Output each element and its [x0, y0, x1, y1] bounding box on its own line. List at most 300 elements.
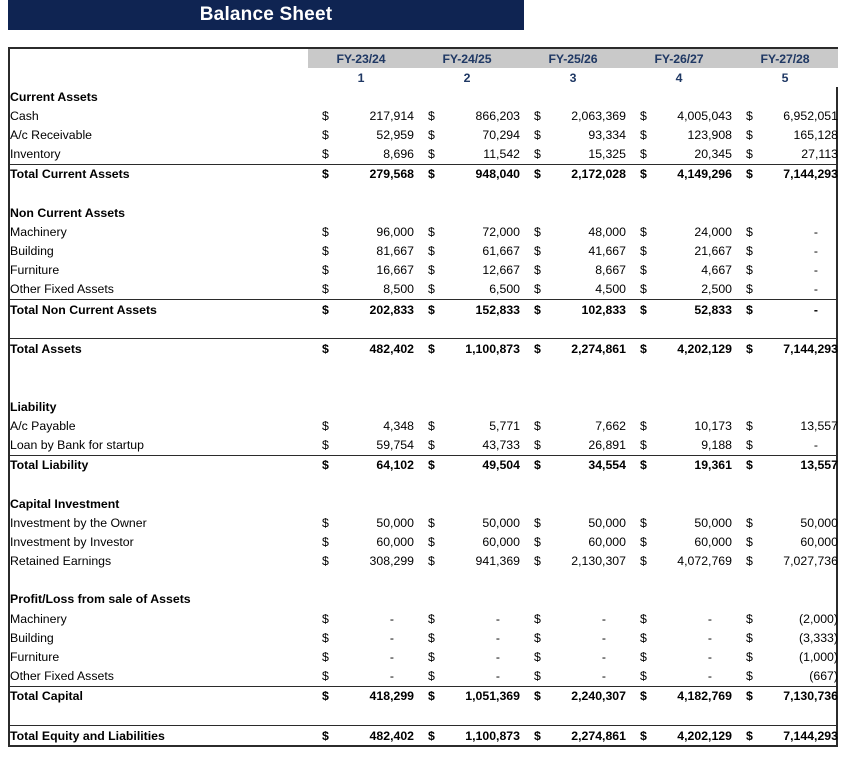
cell-value-col-1 [308, 300, 414, 320]
currency-symbol: $ [746, 437, 753, 452]
cell-value-col-1 [308, 686, 414, 706]
currency-symbol: $ [534, 342, 541, 357]
cell-amount: 20,345 [694, 147, 732, 162]
cell-value-col-2 [414, 667, 520, 687]
empty-cell [520, 494, 626, 513]
row-label: Inventory [10, 147, 61, 162]
table-row-profit-loss [10, 647, 838, 666]
cell-amount: 7,130,736 [783, 689, 838, 704]
cell-amount: 4,500 [595, 282, 626, 297]
spacer-before-capital-investment [10, 475, 838, 494]
spacer-cell [10, 571, 308, 590]
cell-amount: 2,240,307 [571, 689, 626, 704]
currency-symbol: $ [640, 534, 647, 549]
cell-value-col-5 [732, 609, 838, 628]
empty-cell [626, 87, 732, 106]
cell-amount: 60,000 [694, 534, 732, 549]
empty-cell [520, 87, 626, 106]
spacer-cell [414, 571, 520, 590]
currency-symbol: $ [746, 108, 753, 123]
column-header-4: FY-26/27 [626, 49, 732, 68]
spacer-cell [732, 378, 838, 397]
cell-amount: 6,500 [489, 282, 520, 297]
cell-amount: 21,667 [694, 244, 732, 259]
cell-value-col-2 [414, 455, 520, 475]
cell-value-col-3 [520, 552, 626, 571]
cell-amount: (1,000) [799, 650, 838, 665]
cell-amount: 59,754 [376, 437, 414, 452]
cell-value-col-5 [732, 686, 838, 706]
currency-symbol: $ [534, 282, 541, 297]
empty-cell [732, 203, 838, 222]
currency-symbol: $ [428, 244, 435, 259]
cell-amount: - [389, 630, 394, 645]
spacer-cell [10, 319, 308, 339]
currency-symbol: $ [428, 167, 435, 182]
currency-symbol: $ [640, 458, 647, 473]
cell-value-col-5 [732, 628, 838, 647]
cell-amount: 11,542 [483, 147, 520, 162]
cell-value-col-5 [732, 242, 838, 261]
cell-amount: - [813, 282, 818, 297]
cell-amount: 4,149,296 [677, 167, 732, 182]
spacer-cell [626, 359, 732, 378]
cell-amount: 2,172,028 [571, 167, 626, 182]
empty-cell [732, 494, 838, 513]
table-row-capital-investment [10, 513, 838, 532]
currency-symbol: $ [746, 728, 753, 743]
spacer-cell [520, 706, 626, 726]
currency-symbol: $ [640, 167, 647, 182]
cell-value-col-4 [626, 455, 732, 475]
cell-value-col-2 [414, 552, 520, 571]
currency-symbol: $ [322, 534, 329, 549]
row-label: Other Fixed Assets [10, 282, 114, 297]
spacer-cell [10, 359, 308, 378]
currency-symbol: $ [534, 630, 541, 645]
currency-symbol: $ [534, 418, 541, 433]
cell-value-col-4 [626, 628, 732, 647]
cell-value-col-4 [626, 261, 732, 280]
currency-symbol: $ [322, 342, 329, 357]
cell-amount: 50,000 [694, 515, 732, 530]
currency-symbol: $ [640, 515, 647, 530]
section-heading: Liability [10, 399, 57, 414]
cell-amount: 152,833 [475, 302, 520, 317]
sheet-title-banner [8, 0, 524, 30]
column-header-1: FY-23/24 [308, 49, 414, 68]
currency-symbol: $ [534, 437, 541, 452]
currency-symbol: $ [428, 342, 435, 357]
total-row-non-current-assets [10, 300, 838, 320]
currency-symbol: $ [428, 630, 435, 645]
cell-value-col-4 [626, 532, 732, 551]
currency-symbol: $ [322, 458, 329, 473]
table-row-profit-loss [10, 609, 838, 628]
table-row-non-current-assets [10, 222, 838, 241]
cell-value-col-3 [520, 647, 626, 666]
currency-symbol: $ [322, 554, 329, 569]
spacer-cell [626, 184, 732, 203]
currency-symbol: $ [746, 554, 753, 569]
table-row-capital-investment [10, 552, 838, 571]
cell-amount: 50,000 [482, 515, 520, 530]
header-corner-blank-2 [10, 68, 308, 87]
cell-amount: 13,557 [800, 458, 838, 473]
currency-symbol: $ [640, 147, 647, 162]
cell-amount: - [707, 669, 712, 684]
spacer-cell [732, 475, 838, 494]
empty-cell [626, 590, 732, 609]
spacer-cell [732, 571, 838, 590]
spacer-cell [308, 378, 414, 397]
row-label: Building [10, 244, 54, 259]
cell-amount: 4,667 [701, 263, 732, 278]
cell-amount: 10,173 [694, 418, 732, 433]
currency-symbol: $ [746, 147, 753, 162]
empty-cell [732, 397, 838, 416]
currency-symbol: $ [640, 263, 647, 278]
section-heading: Current Assets [10, 89, 98, 104]
cell-amount: 34,554 [588, 458, 626, 473]
currency-symbol: $ [534, 458, 541, 473]
currency-symbol: $ [428, 127, 435, 142]
currency-symbol: $ [322, 630, 329, 645]
spacer-cell [520, 378, 626, 397]
cell-value-col-1 [308, 552, 414, 571]
cell-amount: 2,274,861 [571, 342, 626, 357]
currency-symbol: $ [746, 263, 753, 278]
spacer-cell [414, 359, 520, 378]
empty-cell [626, 397, 732, 416]
cell-amount: - [707, 630, 712, 645]
cell-amount: 8,667 [595, 263, 626, 278]
currency-symbol: $ [534, 534, 541, 549]
total-label: Total Current Assets [10, 164, 308, 184]
cell-amount: - [495, 669, 500, 684]
cell-amount: - [601, 611, 606, 626]
spacer-cell [308, 359, 414, 378]
cell-value-col-1 [308, 222, 414, 241]
cell-value-col-3 [520, 300, 626, 320]
cell-amount: 24,000 [694, 224, 732, 239]
currency-symbol: $ [322, 282, 329, 297]
currency-symbol: $ [428, 728, 435, 743]
row-label: A/c Payable [10, 418, 76, 433]
cell-amount: 4,072,769 [677, 554, 732, 569]
cell-value-col-4 [626, 339, 732, 359]
cell-value-col-3 [520, 280, 626, 300]
empty-cell [414, 590, 520, 609]
currency-symbol: $ [428, 689, 435, 704]
table-header-numbers [10, 68, 838, 87]
currency-symbol: $ [640, 630, 647, 645]
cell-amount: 9,188 [701, 437, 732, 452]
currency-symbol: $ [640, 728, 647, 743]
cell-amount: 7,144,293 [783, 728, 838, 743]
currency-symbol: $ [640, 244, 647, 259]
currency-symbol: $ [746, 127, 753, 142]
cell-amount: 2,500 [701, 282, 732, 297]
cell-value-col-5 [732, 106, 838, 125]
spacer-before-total-assets [10, 319, 838, 339]
cell-amount: 123,908 [687, 127, 732, 142]
currency-symbol: $ [534, 244, 541, 259]
currency-symbol: $ [640, 108, 647, 123]
currency-symbol: $ [640, 650, 647, 665]
cell-amount: 202,833 [369, 302, 414, 317]
balance-sheet-table [10, 49, 838, 745]
cell-amount: 93,334 [588, 127, 626, 142]
cell-value-col-5 [732, 726, 838, 746]
cell-value-col-5 [732, 222, 838, 241]
currency-symbol: $ [640, 437, 647, 452]
currency-symbol: $ [746, 515, 753, 530]
cell-amount: 4,348 [383, 418, 414, 433]
currency-symbol: $ [322, 650, 329, 665]
table-row-profit-loss [10, 628, 838, 647]
table-row-current-assets [10, 125, 838, 144]
currency-symbol: $ [428, 302, 435, 317]
table-row-capital-investment [10, 532, 838, 551]
row-label: Machinery [10, 611, 67, 626]
currency-symbol: $ [534, 611, 541, 626]
currency-symbol: $ [534, 108, 541, 123]
cell-amount: 19,361 [694, 458, 732, 473]
total-label: Total Capital [10, 686, 308, 706]
cell-amount: (667) [809, 669, 838, 684]
spacer-cell [520, 475, 626, 494]
currency-symbol: $ [322, 669, 329, 684]
currency-symbol: $ [428, 669, 435, 684]
empty-cell [308, 87, 414, 106]
cell-amount: 27,113 [801, 147, 838, 162]
column-header-3: FY-25/26 [520, 49, 626, 68]
cell-value-col-3 [520, 416, 626, 435]
cell-value-col-1 [308, 242, 414, 261]
total-row-liability [10, 455, 838, 475]
cell-amount: (3,333) [799, 630, 838, 645]
spacer-cell [308, 475, 414, 494]
cell-amount: 48,000 [588, 224, 626, 239]
currency-symbol: $ [746, 630, 753, 645]
spacer-before-non-current-assets [10, 184, 838, 203]
currency-symbol: $ [534, 728, 541, 743]
currency-symbol: $ [534, 669, 541, 684]
spacer-cell [10, 475, 308, 494]
currency-symbol: $ [534, 650, 541, 665]
empty-cell [308, 397, 414, 416]
cell-amount: - [495, 650, 500, 665]
cell-value-col-1 [308, 628, 414, 647]
header-corner-blank [10, 49, 308, 68]
section-heading-row-non-current-assets [10, 203, 838, 222]
cell-amount: - [495, 611, 500, 626]
cell-amount: 217,914 [369, 108, 414, 123]
cell-value-col-4 [626, 609, 732, 628]
currency-symbol: $ [322, 108, 329, 123]
currency-symbol: $ [640, 689, 647, 704]
table-row-non-current-assets [10, 280, 838, 300]
empty-cell [414, 494, 520, 513]
spacer-before-profit-loss [10, 571, 838, 590]
currency-symbol: $ [534, 689, 541, 704]
cell-value-col-1 [308, 513, 414, 532]
cell-value-col-2 [414, 532, 520, 551]
cell-value-col-5 [732, 552, 838, 571]
cell-value-col-2 [414, 416, 520, 435]
currency-symbol: $ [746, 302, 753, 317]
row-label: Furniture [10, 263, 60, 278]
table-row-profit-loss [10, 667, 838, 687]
cell-amount: 96,000 [376, 224, 414, 239]
spacer-cell [414, 184, 520, 203]
currency-symbol: $ [746, 167, 753, 182]
section-heading-row-current-assets [10, 87, 838, 106]
currency-symbol: $ [534, 167, 541, 182]
table-row-current-assets [10, 145, 838, 165]
cell-amount: - [813, 437, 818, 452]
cell-amount: 1,051,369 [465, 689, 520, 704]
cell-value-col-2 [414, 435, 520, 455]
cell-value-col-2 [414, 686, 520, 706]
cell-amount: - [813, 263, 818, 278]
cell-amount: 948,040 [475, 167, 520, 182]
spacer-cell [520, 184, 626, 203]
cell-amount: 12,667 [482, 263, 520, 278]
cell-amount: 60,000 [482, 534, 520, 549]
currency-symbol: $ [428, 554, 435, 569]
section-heading-row-profit-loss [10, 590, 838, 609]
cell-value-col-3 [520, 242, 626, 261]
empty-cell [308, 494, 414, 513]
total-assets-row [10, 339, 838, 359]
currency-symbol: $ [746, 418, 753, 433]
cell-value-col-4 [626, 242, 732, 261]
empty-cell [520, 397, 626, 416]
table-row-liability [10, 435, 838, 455]
cell-value-col-1 [308, 261, 414, 280]
cell-amount: 7,144,293 [783, 342, 838, 357]
spacer-cell [10, 378, 308, 397]
cell-value-col-1 [308, 125, 414, 144]
cell-value-col-5 [732, 667, 838, 687]
cell-value-col-2 [414, 164, 520, 184]
cell-amount: 2,274,861 [571, 728, 626, 743]
cell-value-col-3 [520, 726, 626, 746]
currency-symbol: $ [640, 342, 647, 357]
currency-symbol: $ [428, 108, 435, 123]
column-index-2: 2 [414, 68, 520, 87]
cell-amount: 50,000 [588, 515, 626, 530]
currency-symbol: $ [534, 127, 541, 142]
currency-symbol: $ [428, 224, 435, 239]
cell-amount: 4,182,769 [677, 689, 732, 704]
cell-amount: 7,662 [595, 418, 626, 433]
column-header-2: FY-24/25 [414, 49, 520, 68]
empty-cell [520, 590, 626, 609]
table-row-current-assets [10, 106, 838, 125]
cell-amount: 7,027,736 [783, 554, 838, 569]
currency-symbol: $ [322, 611, 329, 626]
cell-value-col-1 [308, 609, 414, 628]
currency-symbol: $ [746, 244, 753, 259]
section-heading: Profit/Loss from sale of Assets [10, 592, 191, 607]
cell-value-col-2 [414, 222, 520, 241]
currency-symbol: $ [534, 302, 541, 317]
cell-amount: - [813, 224, 818, 239]
currency-symbol: $ [534, 515, 541, 530]
cell-value-col-1 [308, 145, 414, 165]
cell-amount: 50,000 [376, 515, 414, 530]
cell-value-col-3 [520, 532, 626, 551]
cell-amount: 4,005,043 [677, 108, 732, 123]
cell-value-col-3 [520, 339, 626, 359]
balance-sheet-table-container [8, 47, 838, 747]
cell-value-col-3 [520, 667, 626, 687]
cell-amount: - [389, 650, 394, 665]
cell-value-col-1 [308, 532, 414, 551]
cell-value-col-1 [308, 726, 414, 746]
cell-value-col-3 [520, 222, 626, 241]
spacer-after-total-assets [10, 359, 838, 378]
spacer-cell [414, 319, 520, 339]
cell-amount: 4,202,129 [677, 728, 732, 743]
cell-value-col-4 [626, 222, 732, 241]
cell-value-col-1 [308, 667, 414, 687]
currency-symbol: $ [640, 302, 647, 317]
cell-value-col-2 [414, 647, 520, 666]
currency-symbol: $ [428, 458, 435, 473]
empty-cell [308, 590, 414, 609]
cell-value-col-4 [626, 552, 732, 571]
total-equity-liabilities-row [10, 726, 838, 746]
spacer-cell [414, 378, 520, 397]
currency-symbol: $ [746, 534, 753, 549]
cell-amount: 15,325 [588, 147, 626, 162]
cell-value-col-2 [414, 628, 520, 647]
currency-symbol: $ [322, 689, 329, 704]
cell-amount: - [813, 302, 818, 317]
row-label: Machinery [10, 224, 67, 239]
cell-amount: - [601, 630, 606, 645]
currency-symbol: $ [322, 147, 329, 162]
cell-value-col-4 [626, 686, 732, 706]
row-label: Retained Earnings [10, 554, 112, 569]
cell-value-col-3 [520, 455, 626, 475]
currency-symbol: $ [322, 127, 329, 142]
cell-value-col-5 [732, 164, 838, 184]
cell-amount: 482,402 [369, 728, 414, 743]
total-label: Total Liability [10, 455, 308, 475]
cell-amount: 41,667 [588, 244, 626, 259]
spacer-cell [308, 319, 414, 339]
spacer-cell [520, 571, 626, 590]
total-label: Total Assets [10, 339, 308, 359]
cell-amount: 102,833 [581, 302, 626, 317]
spacer-cell [626, 319, 732, 339]
cell-value-col-5 [732, 339, 838, 359]
spacer-cell [732, 319, 838, 339]
currency-symbol: $ [428, 147, 435, 162]
currency-symbol: $ [322, 167, 329, 182]
cell-value-col-4 [626, 125, 732, 144]
table-row-non-current-assets [10, 242, 838, 261]
currency-symbol: $ [640, 611, 647, 626]
currency-symbol: $ [322, 418, 329, 433]
cell-value-col-4 [626, 145, 732, 165]
spacer-cell [10, 706, 308, 726]
